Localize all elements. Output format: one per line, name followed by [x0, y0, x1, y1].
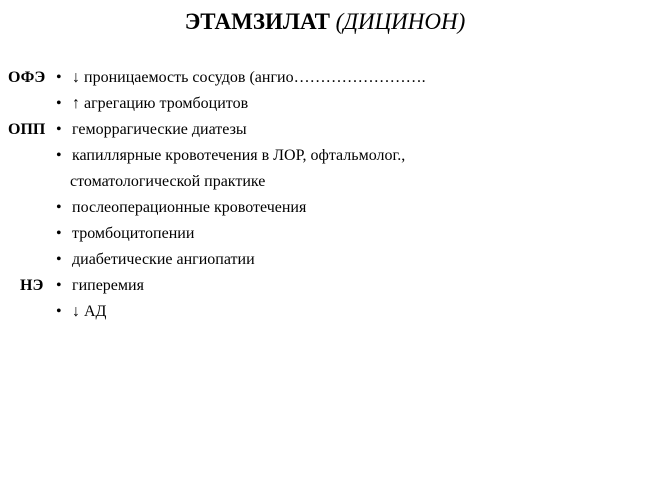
list-item-text: ↓ проницаемость сосудов (ангио……………………. [72, 69, 426, 86]
list-item-text: ↓ АД [72, 303, 107, 320]
list-item-text: тромбоцитопении [72, 225, 195, 242]
bullet-icon: • [56, 225, 62, 242]
list-item [56, 276, 144, 296]
list-item-text: капиллярные кровотечения в ЛОР, офтальмолог., [72, 147, 406, 164]
list-item-text: послеоперационные кровотечения [72, 199, 307, 216]
bullet-icon: • [56, 199, 62, 216]
list-item-text: гиперемия [72, 277, 144, 294]
list-item [56, 68, 426, 88]
page-title [0, 8, 650, 36]
bullet-icon: • [56, 147, 62, 164]
section-label-ofe: ОФЭ [8, 69, 46, 86]
list-item [56, 94, 248, 114]
list-item [56, 224, 194, 244]
list-item [56, 198, 306, 218]
list-item-text: ↑ агрегацию тромбоцитов [72, 95, 249, 112]
title-subtitle: (ДИЦИНОН) [335, 9, 466, 34]
bullet-icon: • [56, 69, 62, 86]
bullet-icon: • [56, 277, 62, 294]
list-item-continuation: стоматологической практике [70, 173, 266, 190]
bullet-icon: • [56, 95, 62, 112]
title-main: ЭТАМЗИЛАТ [184, 9, 330, 34]
list-item-text: диабетические ангиопатии [72, 251, 255, 268]
section-label-opp: ОПП [8, 121, 46, 138]
bullet-icon: • [56, 251, 62, 268]
bullet-icon: • [56, 121, 62, 138]
list-item [56, 302, 106, 322]
list-item [56, 250, 255, 270]
bullet-icon: • [56, 303, 62, 320]
list-item-text: геморрагические диатезы [72, 121, 247, 138]
list-item [56, 146, 405, 166]
section-label-ne: НЭ [20, 277, 44, 294]
list-item [56, 120, 247, 140]
